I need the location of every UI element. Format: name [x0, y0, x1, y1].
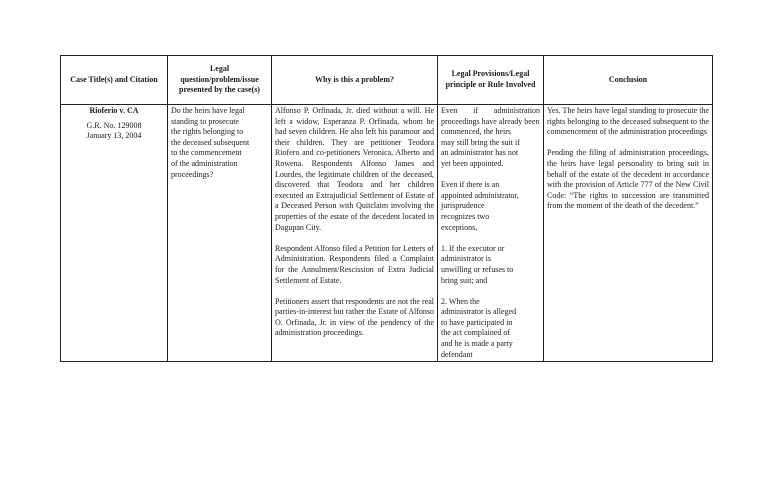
header-why-problem: Why is this a problem?: [272, 56, 438, 105]
issue-text: Do the heirs have legal standing to prosecute the rights belonging to the deceased subsequent to the commencement of the administration proceedings?: [171, 106, 250, 179]
issue-cell: [168, 105, 272, 362]
conclusion-cell: [544, 105, 713, 362]
provisions-paragraph-2: Even if there is an appointed administrator, jurisprudence recognizes two exceptions,: [441, 180, 519, 232]
why-paragraph-2: Respondent Alfonso filed a Petition for Letters of Administration. Respondents filed a Complaint for the Annulment/Rescission of Extra Judicial Settlement of Estate.: [275, 243, 434, 285]
table-row: [61, 105, 713, 362]
header-legal-provisions: Legal Provisions/Legal principle or Rule Involved: [438, 56, 544, 105]
why-cell: [272, 105, 438, 362]
provisions-paragraph-1: commenced, the heirs may still bring the suit if an administrator has not yet been appointed.: [441, 127, 520, 168]
provisions-intro: Even if administration proceedings have already been: [441, 106, 540, 126]
why-paragraph-3: Petitioners assert that respondents are not the real parties-in-interest but rather the Estate of Alfonso O. Orfinada, Jr. in view of the pendency of the administration proceedings.: [275, 296, 434, 338]
case-date: January 13, 2004: [86, 131, 142, 141]
case-gr-number: G.R. No. 129008: [86, 120, 142, 130]
case-cell: [61, 105, 168, 362]
provisions-exception-1: 1. If the executor or administrator is unwilling or refuses to bring suit; and: [441, 243, 514, 285]
header-legal-question: Legal question/problem/issue presented by the case(s): [168, 56, 272, 105]
header-conclusion: Conclusion: [544, 56, 713, 105]
case-brief-table: [60, 55, 713, 362]
provisions-cell: [438, 105, 544, 362]
header-row: [61, 56, 713, 105]
conclusion-paragraph-1: Yes. The heirs have legal standing to prosecute the rights belonging to the deceased subsequent to the commencement of the administration proceedings: [547, 106, 709, 137]
conclusion-paragraph-2: Pending the filing of administration proceedings, the heirs have legal personality to bring suit in behalf of the estate of the decedent in accordance with the provision of Article 777 of the New Civil Code: “The rights to succession are transmitted from the moment of the death of the decedent.”: [547, 148, 709, 211]
case-title: Rioferio v. CA: [89, 106, 139, 115]
header-case-title: Case Title(s) and Citation: [61, 56, 168, 105]
why-paragraph-1: Alfonso P. Orfinada, Jr. died without a will. He left a widow, Esperanza P. Orfinada, whom he had seven children. He also left his paramour and their children. They are petitioner Teodora Riofero and co-petitioners Veronica, Alberto and Rowena. Respondents Alfonso James and Lourdes, the legitimate children of the deceased, discovered that Teodora and her children executed an Extrajudicial Settlement of Estate of a Deceased Person with Quitclaim involving the properties of the estate of the decedent located in Dagupan City.: [275, 106, 434, 232]
provisions-exception-2: 2. When the administrator is alleged to have participated in the act complained of and he is made a party defendant: [441, 296, 517, 359]
